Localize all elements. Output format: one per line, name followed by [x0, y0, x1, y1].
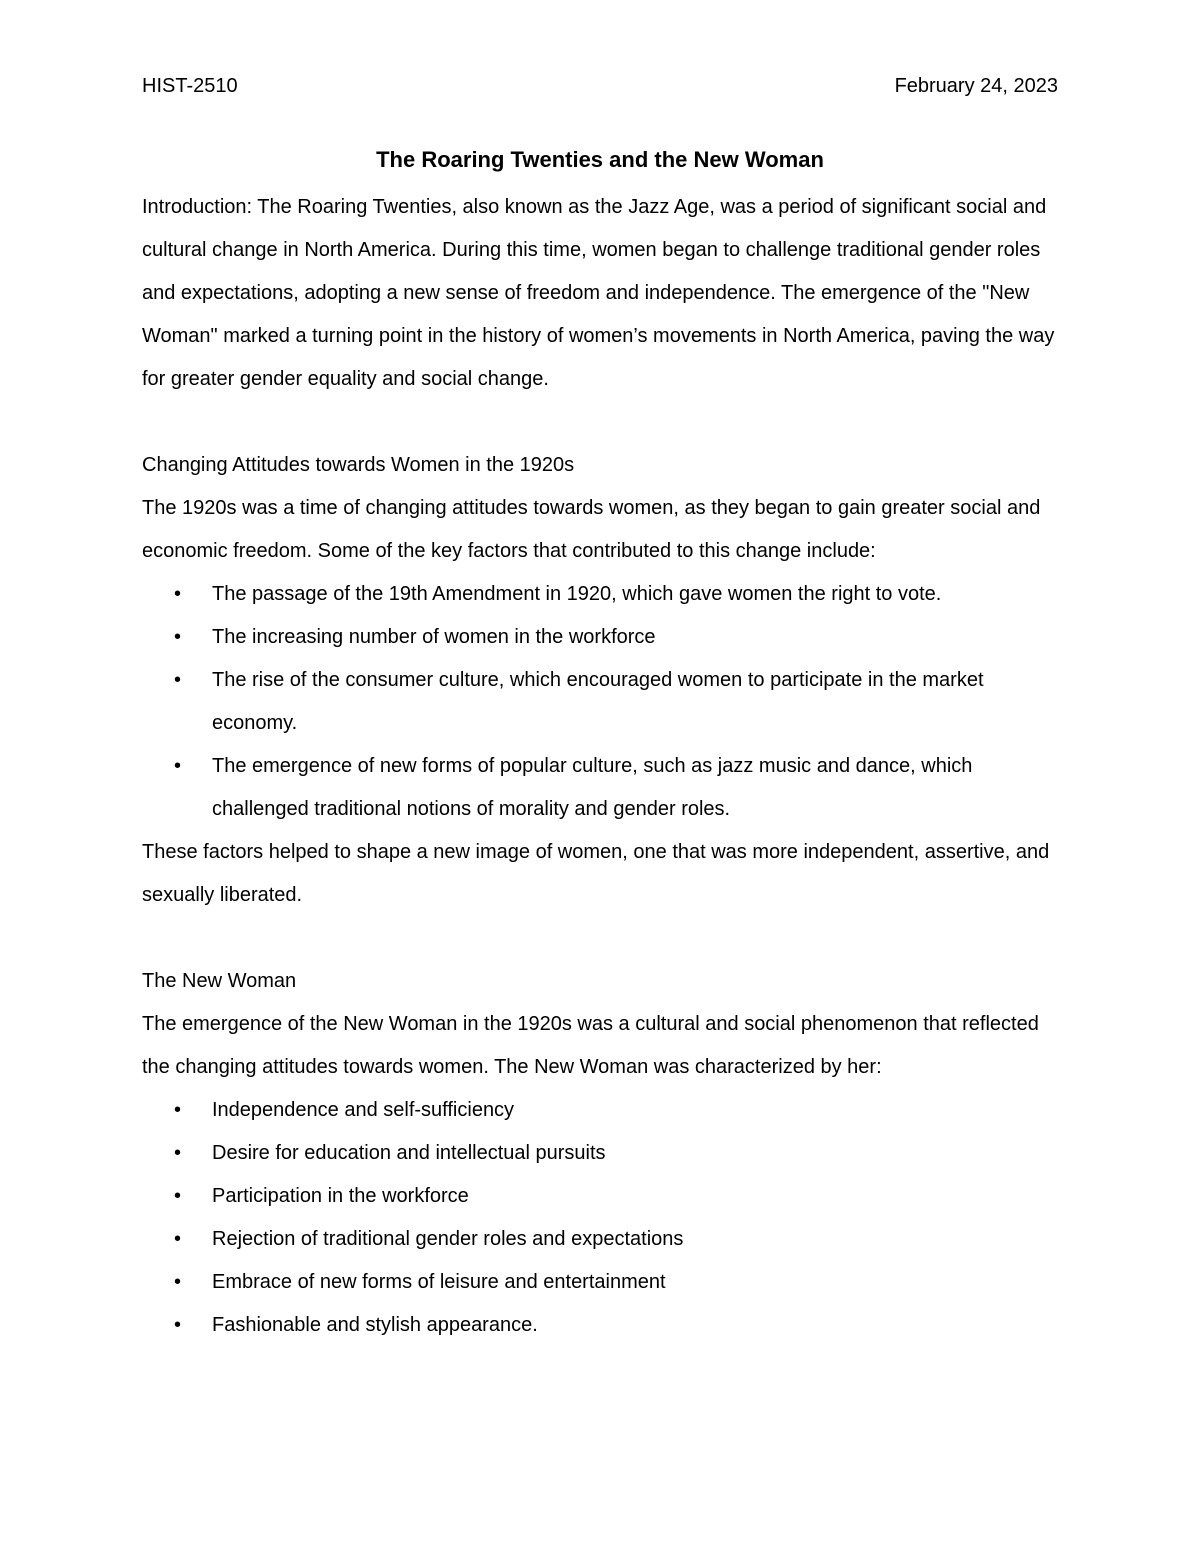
list-item	[142, 659, 1064, 745]
list-item	[142, 616, 1064, 659]
list-item	[142, 573, 1064, 616]
section1-closing-paragraph: These factors helped to shape a new image of women, one that was more independent, assertive, and sexually liberated.	[142, 841, 1050, 906]
bullet-icon: •	[174, 626, 182, 648]
list-item-text: Independence and self-sufficiency	[212, 1099, 515, 1121]
document-date: February 24, 2023	[894, 75, 1058, 97]
characteristics-list	[142, 1089, 1064, 1347]
bullet-icon: •	[174, 669, 182, 691]
list-item-text: Desire for education and intellectual pursuits	[212, 1142, 606, 1164]
list-item	[142, 1261, 1064, 1304]
list-item	[142, 1089, 1064, 1132]
list-item-text: Embrace of new forms of leisure and entertainment	[212, 1271, 666, 1293]
list-item-text: Fashionable and stylish appearance.	[212, 1314, 538, 1336]
list-item-text: Rejection of traditional gender roles and expectations	[212, 1228, 684, 1250]
section2-paragraph: The emergence of the New Woman in the 1920s was a cultural and social phenomenon that reflected the changing attitudes towards women. The New Woman was characterized by her:	[142, 1013, 1039, 1078]
section1-paragraph: The 1920s was a time of changing attitudes towards women, as they began to gain greater social and economic freedom. Some of the key factors that contributed to this change include:	[142, 497, 1041, 562]
list-item	[142, 745, 1064, 831]
bullet-icon: •	[174, 1142, 182, 1164]
list-item-text: The increasing number of women in the workforce	[212, 626, 656, 648]
factors-list	[142, 573, 1064, 831]
list-item	[142, 1304, 1064, 1347]
list-item-text: Participation in the workforce	[212, 1185, 469, 1207]
list-item	[142, 1175, 1064, 1218]
bullet-icon: •	[174, 1228, 182, 1250]
document-title: The Roaring Twenties and the New Woman	[376, 147, 824, 172]
list-item-text: The emergence of new forms of popular culture, such as jazz music and dance, which challenged traditional notions of morality and gender roles.	[212, 755, 973, 820]
section-heading-changing-attitudes: Changing Attitudes towards Women in the 1920s	[142, 454, 575, 476]
bullet-icon: •	[174, 583, 182, 605]
bullet-icon: •	[174, 1314, 182, 1336]
list-item-text: The rise of the consumer culture, which encouraged women to participate in the market economy.	[212, 669, 984, 734]
bullet-icon: •	[174, 1185, 182, 1207]
course-code: HIST-2510	[142, 75, 238, 97]
section-heading-new-woman: The New Woman	[142, 970, 297, 992]
intro-paragraph: Introduction: The Roaring Twenties, also known as the Jazz Age, was a period of significant social and cultural change in North America. During this time, women began to challenge traditional gender roles and expectations, adopting a new sense of freedom and independence. The emergence of the "New Woman" marked a turning point in the history of women’s movements in North America, paving the way for greater gender equality and social change.	[142, 196, 1055, 390]
bullet-icon: •	[174, 755, 182, 777]
list-item	[142, 1132, 1064, 1175]
bullet-icon: •	[174, 1099, 182, 1121]
list-item-text: The passage of the 19th Amendment in 1920, which gave women the right to vote.	[212, 583, 942, 605]
list-item	[142, 1218, 1064, 1261]
bullet-icon: •	[174, 1271, 182, 1293]
